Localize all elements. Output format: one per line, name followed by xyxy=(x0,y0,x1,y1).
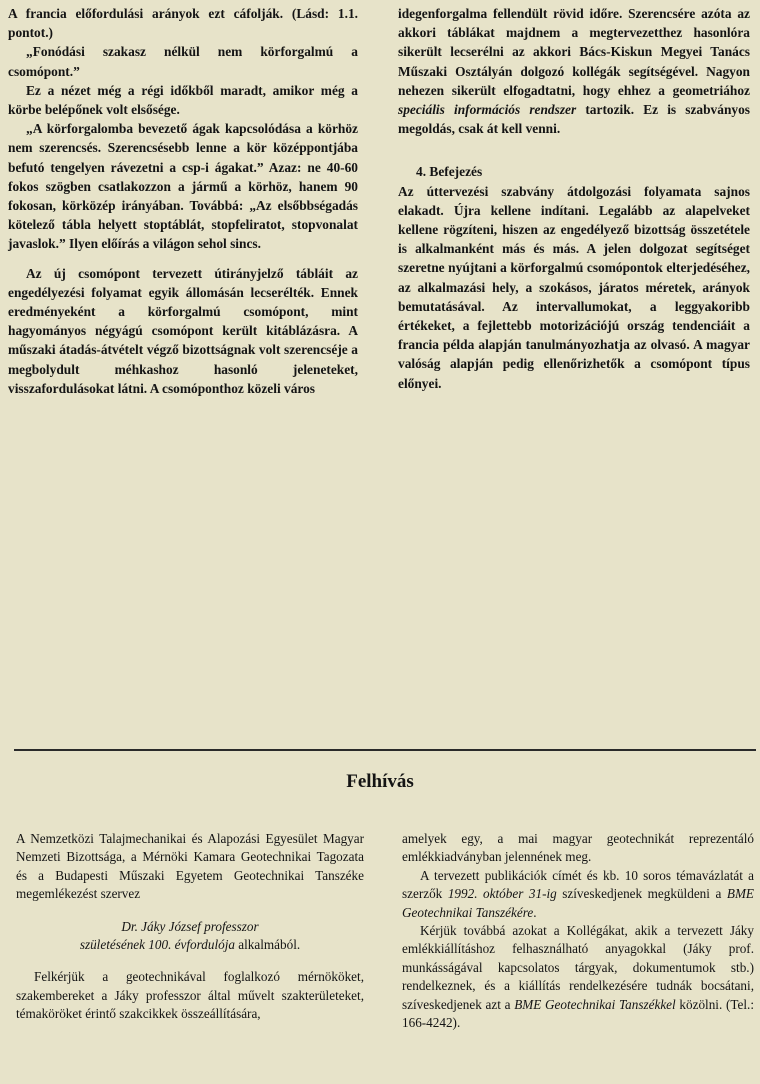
notice-intro: A Nemzetközi Talajmechanikai és Alapozási Egyesület Magyar Nemzeti Bizottsága, a Mérnöki Kamara Geotechnikai Tagozata és a Budapesti Műszaki Egyetem Geotechnikai Tanszéke megemlékezést szervez xyxy=(16,831,364,902)
exhibit-paragraph xyxy=(402,922,754,1032)
text-run: A tervezett publikációk címét és kb. 10 soros témavázlatát a szerzők xyxy=(402,867,754,902)
article-paragraph: Ez a nézet még a régi időkből maradt, amikor még a körbe belépőnek volt elsősége. xyxy=(8,82,358,118)
article-paragraph: „A körforgalomba bevezető ágak kapcsolódása a körhöz nem szerencsés. Szerencsésebb lenne a kör középpontjába befutó tengelyen rávezetni a csp-i ágakat.” Azaz: ne 40-60 fokos szögben csatlakozzon a jármű a körhöz, hanem 90 fokosan, körközép irányában. Továbbá: „Az elsőbbségadás kötelező tábla helyett stoptáblát, stopfeliratot, stopvonalat javaslok.” Ilyen előírás a világon sehol sincs. xyxy=(8,121,358,252)
deadline-date: 1992. október 31-ig xyxy=(447,886,557,902)
anniversary-line xyxy=(16,936,364,954)
text-run: idegenforgalma fellendült rövid időre. Szerencsére azóta az akkori táblákat majdnem a megtervezetthez hasonlóra sikerült lecserélni az akkori Bács-Kiskun Megyei Tanács Műszaki Osztályán dolgozó kollégák segítségével. Nagyon nehezen sikerült elfogadtatni, hogy ehhez a geometriához xyxy=(398,6,750,98)
anniversary-italic: születésének 100. évfordulója xyxy=(79,937,235,953)
section-heading: 4. Befejezés xyxy=(416,164,483,180)
article-paragraph: Az új csomópont tervezett útirányjelző tábláit az engedélyezési folyamat egyik állomásán lecserélték. Ennek eredményeként a körforgalmú csomópont, mint hagyományos négyágú csomópont került kitáblázásra. A műszaki átadás-átvételt végző bizottságnak volt szerencséje a megbolydult méhkashoz hasonló jeleneteket, visszafordulásokat látni. A csomóponthoz közeli város xyxy=(8,265,358,396)
notice-title: Felhívás xyxy=(346,771,414,792)
call-paragraph-continued: amelyek egy, a mai magyar geotechnikát reprezentáló emlékkiadványban jelennének meg. xyxy=(402,831,754,865)
article-left-column xyxy=(8,4,358,398)
notice-right-column xyxy=(402,830,754,1032)
text-run: szíveskedjenek megküldeni a xyxy=(556,886,727,902)
article-paragraph: Az úttervezési szabvány átdolgozási folyamata sajnos elakadt. Újra kellene indítani. Legalább az alapelveket kellene rögzíteni, hiszen az engedélyező bizottság összetétele is alkalmanként más és más. A jelen dolgozat segítséget szeretne nyújtani a körforgalmú csomópontok elterjedéséhez, az alkalmazási hely, a szokásos, járatos méretek, arányok bemutatásával. Az intervallumokat, a leggyakoribb értékeket, a fejlettebb motorizációjú ország tendenciáit a francia példa alapján tanulmányozhatja az olvasó. A magyar valóság alapján pedig ellenőrizhetők a csomópont típus előnyei. xyxy=(398,183,750,391)
article-paragraph xyxy=(398,4,750,138)
text-run: közölni. (Tel.: 166-4242). xyxy=(402,996,754,1031)
notice-left-column xyxy=(16,830,364,1024)
honoree-name: Dr. Jáky József professzor xyxy=(121,918,259,934)
article-paragraph: A francia előfordulási arányok ezt cáfolják. (Lásd: 1.1. pontot.) xyxy=(8,6,358,41)
call-paragraph: Felkérjük a geotechnikával foglalkozó mérnököket, szakembereket a Jáky professzor által művelt szakterületeket, témaköröket érintő szakcikkek összeállítására, xyxy=(16,969,364,1022)
article-paragraph: „Fonódási szakasz nélkül nem körforgalmú a csomópont.” xyxy=(8,44,358,79)
article-right-column xyxy=(398,4,750,393)
department-name: BME Geotechnikai Tanszékére xyxy=(402,886,754,920)
text-run: tartozik. Ez is szabványos megoldás, csak át kell venni. xyxy=(398,102,750,137)
text-run: alkalmából. xyxy=(234,937,301,953)
department-name: BME Geotechnikai Tanszékkel xyxy=(514,996,676,1012)
text-run: Kérjük továbbá azokat a Kollégákat, akik a tervezett Jáky emlékkiállításhoz felhasználható anyagokkal (Jáky prof. munkásságával kapcsolatos tárgyak, dokumentumok stb.) rendelkeznek, és a kiállítás rendelkezésére tudnák bocsátani, szíveskedjenek azt a xyxy=(402,923,754,1012)
italic-term: speciális információs rendszer xyxy=(398,102,577,118)
submission-paragraph xyxy=(402,867,754,922)
text-run: . xyxy=(533,904,537,920)
section-divider xyxy=(14,749,756,751)
